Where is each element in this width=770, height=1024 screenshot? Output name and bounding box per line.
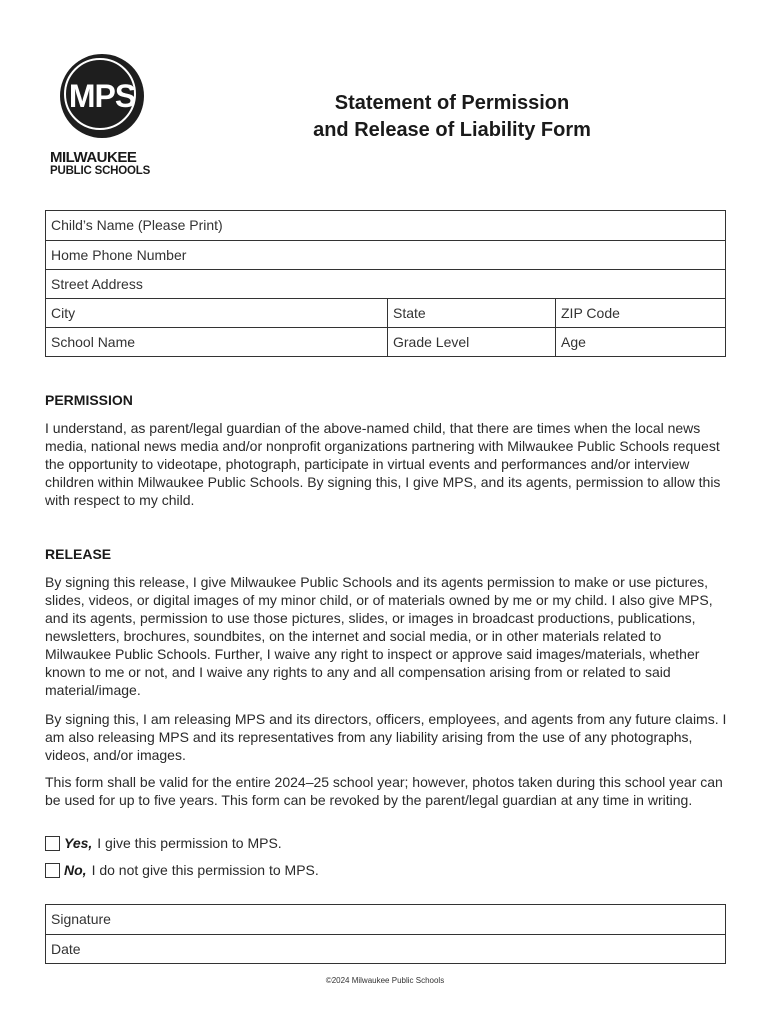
release-heading: RELEASE — [45, 546, 112, 562]
page-title — [250, 90, 654, 144]
mps-logo — [50, 54, 170, 178]
child-info-table — [45, 210, 726, 357]
row-school-grade-age — [46, 327, 725, 356]
logo-name-line1: MILWAUKEE — [50, 149, 137, 166]
title-line1: Statement of Permission — [334, 92, 570, 114]
no-text: I do not give this permission to MPS. — [91, 862, 319, 878]
zip-field[interactable]: ZIP Code — [555, 299, 725, 327]
footer-copyright: ©2024 Milwaukee Public Schools — [325, 976, 445, 985]
logo-name-line2: PUBLIC SCHOOLS — [50, 165, 151, 177]
state-field[interactable]: State — [387, 299, 555, 327]
age-field[interactable]: Age — [555, 328, 725, 356]
signature-table — [45, 904, 726, 964]
child-name-field[interactable]: Child’s Name (Please Print) — [51, 217, 223, 233]
permission-text: I understand, as parent/legal guardian of the above-named child, that there are times when the local news media, national news media and/or nonprofit organizations partnering with Milwaukee Public Schools request the opportunity to videotape, photograph, participate in virtual events and performances and/or interview children within Milwaukee Public Schools. By signing this, I give MPS, and its agents, permission to allow this with respect to my child. — [45, 420, 721, 508]
row-child-name — [46, 211, 725, 240]
release-paragraph-2: By signing this, I am releasing MPS and its directors, officers, employees, and agents from any future claims. I am also releasing MPS and its representatives from any liability arising from the use of any photographs, videos, and/or images. — [45, 711, 727, 763]
permission-heading: PERMISSION — [45, 392, 133, 408]
row-city-state-zip — [46, 298, 725, 327]
grade-level-field[interactable]: Grade Level — [387, 328, 555, 356]
school-name-field[interactable]: School Name — [51, 334, 136, 350]
row-signature — [46, 905, 725, 934]
logo-mark-text: MPS — [68, 77, 136, 114]
street-address-field[interactable]: Street Address — [51, 276, 143, 292]
release-paragraph-3: This form shall be valid for the entire 2024–25 school year; however, photos taken during this school year can be used for up to five years. This form can be revoked by the parent/legal guardian at any time in writing. — [45, 774, 723, 808]
no-checkbox[interactable] — [45, 863, 60, 878]
no-option — [45, 862, 319, 878]
yes-text: I give this permission to MPS. — [97, 835, 282, 851]
mps-logo-mark — [60, 54, 144, 138]
release-paragraph-1: By signing this release, I give Milwaukee Public Schools and its agents permission to make or use pictures, slides, videos, or digital images of my minor child, or of materials owned by me or my child. I also give MPS, and its agents, permission to use those pictures, slides, or images in broadcast productions, publications, newsletters, brochures, soundbites, on the internet and social media, or in other materials related to Milwaukee Public Schools. Further, I waive any right to inspect or approve said images/materials, whether known to me or not, and I waive any rights to any and all compensation arising from or related to said material/image. — [45, 574, 713, 698]
row-home-phone — [46, 240, 725, 269]
title-line2: and Release of Liability Form — [313, 119, 591, 141]
home-phone-field[interactable]: Home Phone Number — [51, 247, 187, 263]
yes-checkbox[interactable] — [45, 836, 60, 851]
signature-field[interactable]: Signature — [51, 911, 111, 927]
yes-label: Yes, — [64, 835, 93, 851]
yes-option — [45, 835, 282, 851]
row-date — [46, 934, 725, 963]
date-field[interactable]: Date — [51, 941, 81, 957]
city-field[interactable]: City — [51, 305, 76, 321]
row-street-address — [46, 269, 725, 298]
no-label: No, — [64, 862, 87, 878]
